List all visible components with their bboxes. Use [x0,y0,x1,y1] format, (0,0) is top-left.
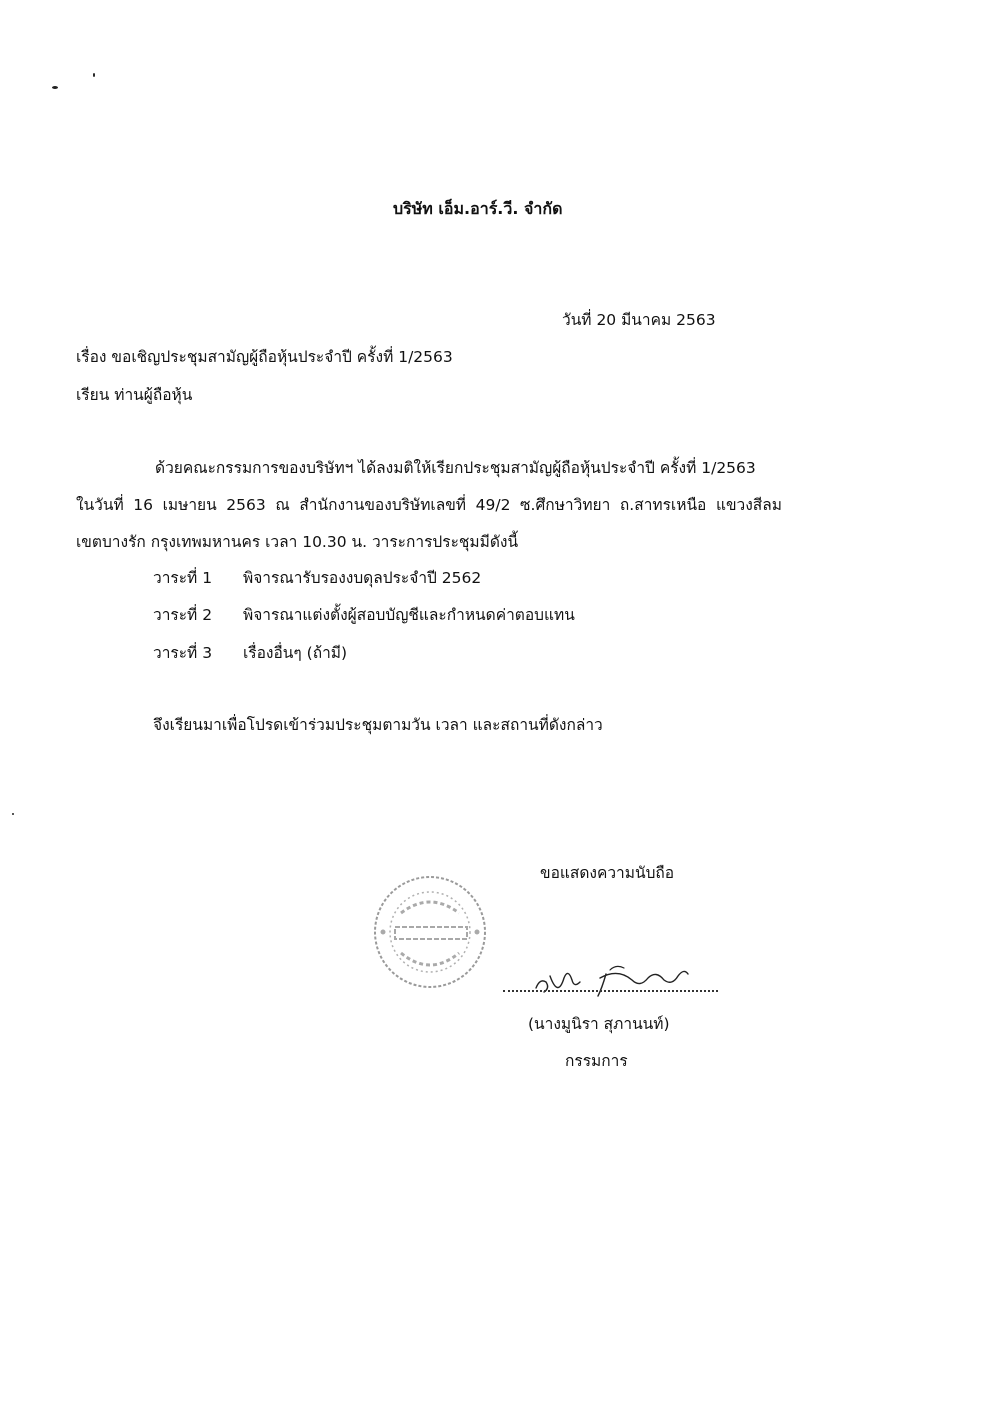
scan-speck [52,86,58,89]
agenda-label-1: วาระที่ 1 [153,569,213,587]
body-line-3: เขตบางรัก กรุงเทพมหานคร เวลา 10.30 น. วาระการประชุมมีดังนี้ [76,533,519,551]
agenda-text-2: พิจารณาแต่งตั้งผู้สอบบัญชีและกำหนดค่าตอบแทน [243,606,575,624]
company-name: บริษัท เอ็ม.อาร์.วี. จำกัด [393,199,563,218]
signature-line [503,986,718,992]
company-stamp-icon [371,873,489,991]
agenda-text-3: เรื่องอื่นๆ (ถ้ามี) [243,644,348,662]
closing-sentence: จึงเรียนมาเพื่อโปรดเข้าร่วมประชุมตามวัน เวลา และสถานที่ดังกล่าว [153,716,603,734]
body-line-1: ด้วยคณะกรรมการของบริษัทฯ ได้ลงมติให้เรียกประชุมสามัญผู้ถือหุ้นประจำปี ครั้งที่ 1/2563 [155,459,756,477]
agenda-label-2: วาระที่ 2 [153,606,213,624]
sign-off: ขอแสดงความนับถือ [540,864,675,882]
agenda-label-3: วาระที่ 3 [153,644,213,662]
agenda-text-1: พิจารณารับรองงบดุลประจำปี 2562 [243,569,482,587]
signer-name: (นางมูนิรา สุภานนท์) [528,1015,670,1033]
letter-subject: เรื่อง ขอเชิญประชุมสามัญผู้ถือหุ้นประจำปี ครั้งที่ 1/2563 [76,348,453,366]
body-line-2: ในวันที่ 16 เมษายน 2563 ณ สำนักงานของบริษัทเลขที่ 49/2 ซ.ศึกษาวิทยา ถ.สาทรเหนือ แขวงสีลม [76,496,782,514]
letter-recipient: เรียน ท่านผู้ถือหุ้น [76,386,193,404]
letter-date: วันที่ 20 มีนาคม 2563 [562,311,716,329]
signature-icon [528,958,708,998]
scan-speck [93,73,95,77]
signer-title: กรรมการ [565,1052,628,1070]
scan-speck [12,813,14,815]
